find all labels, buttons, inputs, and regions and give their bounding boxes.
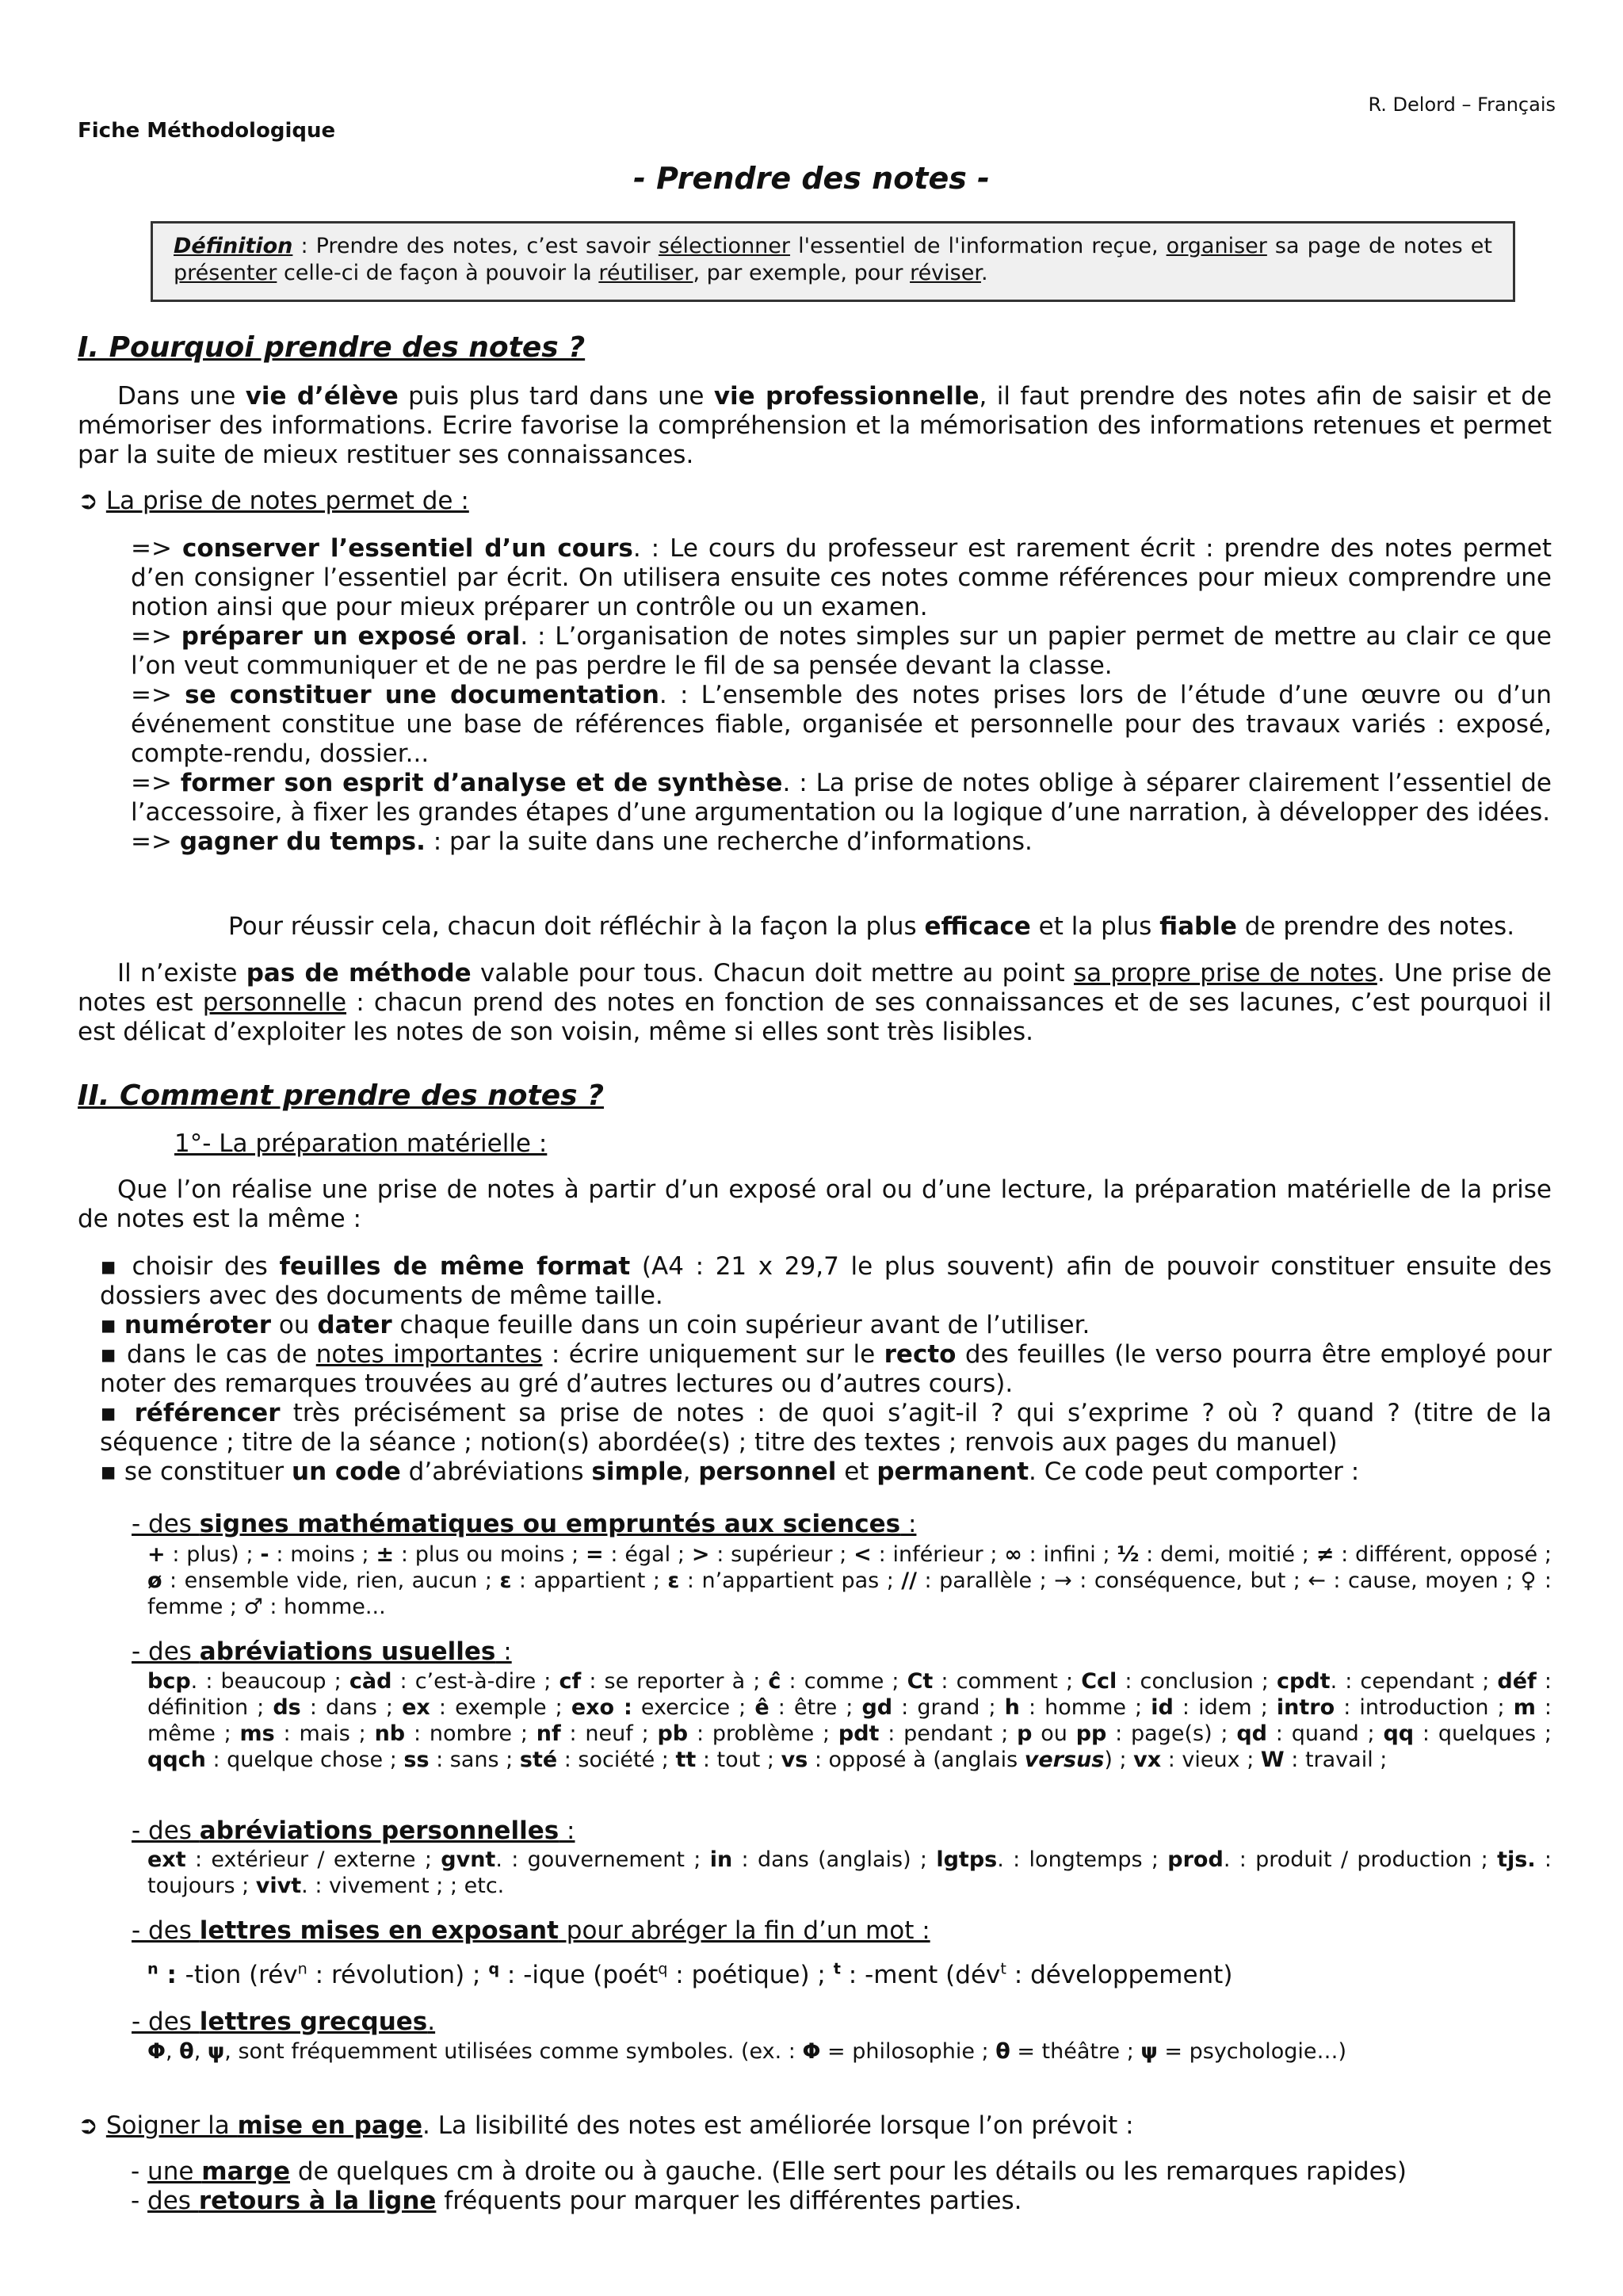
abbrev-key: gvnt — [441, 1847, 496, 1872]
text: . : L’organisation de notes simples sur un papier permet de mettre au clair ce que l’on veut communiquer et de ne pas perdre le fil de sa pensée devant la classe. — [131, 622, 1552, 680]
methode-paragraph — [78, 959, 1552, 1047]
abbrev-key: prod — [1167, 1847, 1224, 1872]
abbrev-value: : neuf ; — [560, 1721, 658, 1746]
abbrev-value: . : cependant ; — [1330, 1669, 1498, 1694]
text: choisir des — [120, 1252, 280, 1281]
abbrev-key: ĉ — [768, 1669, 781, 1694]
text: d’abréviations — [400, 1457, 592, 1486]
bullet-icon: ▪ — [100, 1399, 122, 1427]
text: = psychologie…) — [1157, 2039, 1347, 2064]
doc-type: Fiche Méthodologique — [78, 119, 336, 143]
keyword: organiser — [1166, 234, 1267, 258]
keyword: notes importantes — [315, 1340, 543, 1369]
abbrev-value: → : conséquence, but ; ← : cause, moyen ; ♀ : femme ; ♂ : homme... — [147, 1568, 1552, 1619]
phi-symbol: Φ — [147, 2039, 166, 2064]
abbrev-key: ∞ — [1004, 1542, 1022, 1567]
abbrev-value: : toujours ; — [147, 1847, 1552, 1898]
abbrev-key: tjs. — [1497, 1847, 1536, 1872]
abbrev-key: càd — [349, 1669, 392, 1694]
abbrev-value: : plus ou moins ; — [394, 1542, 586, 1567]
emphasis: se constituer une documentation — [185, 681, 659, 709]
abbrev-value: : conclusion ; — [1117, 1669, 1277, 1694]
superscript: t — [833, 1959, 841, 1978]
text: - des — [132, 1510, 200, 1538]
text: Dans une — [117, 382, 246, 411]
abbrev-value: : nombre ; — [405, 1721, 537, 1746]
perso-list — [147, 1847, 1552, 1899]
definition-label: Définition — [174, 234, 293, 258]
abbrev-value: : égal ; — [603, 1542, 692, 1567]
emphasis: pas de méthode — [246, 959, 472, 988]
abrev-list — [147, 1668, 1552, 1773]
expo-heading — [132, 1916, 930, 1945]
abbrev-value: : infini ; — [1022, 1542, 1117, 1567]
list-item — [100, 1457, 1552, 1487]
text: puis plus tard dans une — [398, 382, 714, 411]
abbrev-key: < — [854, 1542, 872, 1567]
abbrev-key: sté — [519, 1748, 558, 1772]
emphasis: simple — [591, 1457, 683, 1486]
abbrev-key: tt — [675, 1748, 697, 1772]
emphasis: lettres grecques — [199, 2008, 428, 2036]
emphasis: gagner du temps. — [179, 827, 426, 856]
abbrev-key: vivt — [255, 1874, 302, 1898]
abbrev-value: : page(s) ; — [1106, 1721, 1237, 1746]
text: => — [131, 534, 182, 563]
text: : chacun prend des notes en fonction de ses connaissances et de ses lacunes, c’est pourquoi il est délicat d’exploiter les notes de son voisin, même si elles sont très lisibles. — [78, 988, 1552, 1046]
abbrev-value: : définition ; — [147, 1669, 1552, 1720]
emphasis: référencer — [134, 1399, 281, 1427]
expo-examples — [147, 1961, 1232, 1989]
keyword: sélectionner — [658, 234, 791, 258]
abbrev-value: exercice ; — [632, 1695, 755, 1720]
emphasis: signes mathématiques ou empruntés aux sciences — [199, 1510, 901, 1538]
definition-box — [151, 221, 1515, 302]
text: de quelques cm à droite ou à gauche. (Elle sert pour les détails ou les remarques rapides) — [290, 2157, 1407, 2186]
abbrev-key: in — [709, 1847, 733, 1872]
permet-heading — [78, 487, 1552, 516]
emphasis: marge — [201, 2157, 291, 2186]
section1-intro — [78, 382, 1552, 470]
text: => — [131, 769, 181, 797]
abbrev-key: pp — [1075, 1721, 1107, 1746]
text: ou — [271, 1311, 318, 1339]
text: : poétique) ; — [667, 1961, 834, 1989]
text: l'essentiel de l'information reçue, — [790, 234, 1167, 258]
abbrev-value: : différent, opposé ; — [1334, 1542, 1552, 1567]
abbrev-key: > — [691, 1542, 710, 1567]
abbrev-value: : travail ; — [1284, 1748, 1388, 1772]
abbrev-key: = — [586, 1542, 604, 1567]
abbrev-value: : même ; — [147, 1695, 1552, 1746]
emphasis: efficace — [924, 912, 1031, 941]
text: => — [131, 827, 180, 856]
abbrev-value: : sans ; — [429, 1748, 520, 1772]
abbrev-key: h — [1004, 1695, 1020, 1720]
bullet-icon: ▪ — [100, 1457, 117, 1486]
abbrev-value: : ensemble vide, rien, aucun ; — [162, 1568, 500, 1593]
grec-heading — [132, 2008, 435, 2036]
abbrev-value: ou — [1032, 1721, 1076, 1746]
abbrev-key: ms — [239, 1721, 275, 1746]
text: des feuilles (le verso pourra être employé pour noter des remarques trouvées au gré d’autres lectures ou d’autres cours). — [100, 1340, 1552, 1398]
text: : -ment (dév — [840, 1961, 1001, 1989]
bullet-list — [100, 1252, 1552, 1487]
text: et la plus — [1030, 912, 1160, 941]
text: => — [131, 622, 181, 651]
superscript: n — [297, 1959, 307, 1978]
abbrev-key: intro — [1276, 1695, 1335, 1720]
abbrev-value: : dans (anglais) ; — [732, 1847, 937, 1872]
psi-symbol: ψ — [1140, 2039, 1158, 2064]
emphasis: conserver l’essentiel d’un cours — [181, 534, 633, 563]
abbrev-key: nb — [374, 1721, 406, 1746]
text: : Prendre des notes, c’est savoir — [292, 234, 659, 258]
abbrev-value: . : vivement ; ; etc. — [301, 1874, 505, 1898]
superscript: n — [147, 1959, 158, 1978]
emphasis: dater — [317, 1311, 392, 1339]
text: et — [836, 1457, 877, 1486]
keyword: réviser — [910, 261, 981, 285]
abbrev-value: : idem ; — [1173, 1695, 1277, 1720]
list-item — [100, 1252, 1552, 1311]
subsection-title: 1°- La préparation matérielle : — [174, 1129, 548, 1158]
mise-en-page-heading — [78, 2111, 1552, 2141]
text: . : Le cours du professeur est rarement écrit : prendre des notes permet d’en consigner l’essentiel par écrit. On utilisera ensuite ces notes comme références pour mieux comprendre une notion ainsi que pour mieux préparer un contrôle ou un examen. — [131, 534, 1552, 621]
text: sa page de notes et — [1266, 234, 1492, 258]
text: : révolution) ; — [307, 1961, 489, 1989]
abbrev-key: cf — [559, 1669, 582, 1694]
abbrev-value: : mais ; — [274, 1721, 375, 1746]
text: Soigner la — [105, 2111, 238, 2140]
abbrev-key: gd — [861, 1695, 893, 1720]
abbrev-key: ≠ — [1316, 1542, 1335, 1567]
abbrev-value: : problème ; — [688, 1721, 838, 1746]
abbrev-value: . : gouvernement ; — [495, 1847, 710, 1872]
abbrev-key: pdt — [838, 1721, 880, 1746]
abbrev-key: W — [1260, 1748, 1285, 1772]
page-title: - Prendre des notes - — [633, 161, 990, 196]
text: - — [131, 2187, 148, 2215]
text: -tion (rév — [185, 1961, 298, 1989]
emphasis: mise en page — [237, 2111, 422, 2140]
text: Pour réussir cela, chacun doit réfléchir à la façon la plus — [228, 912, 925, 941]
emphasis: retours à la ligne — [198, 2187, 437, 2215]
abbrev-value: : quand ; — [1266, 1721, 1384, 1746]
text: - des — [132, 1916, 200, 1945]
abbrev-value: : grand ; — [892, 1695, 1005, 1720]
abbrev-value: : comme ; — [781, 1669, 907, 1694]
abbrev-value: : appartient ; — [511, 1568, 668, 1593]
emphasis: former son esprit d’analyse et de synthèse — [180, 769, 783, 797]
abbrev-key: + — [147, 1542, 166, 1567]
text: pour abréger la fin d’un mot : — [558, 1916, 930, 1945]
abbrev-key: ê — [754, 1695, 769, 1720]
abbrev-key: ex — [402, 1695, 430, 1720]
abbrev-value: : supérieur ; — [709, 1542, 854, 1567]
abbrev-value: : demi, moitié ; — [1139, 1542, 1316, 1567]
abbrev-key: // — [901, 1568, 918, 1593]
abbrev-key: id — [1151, 1695, 1174, 1720]
reussir-line — [78, 912, 1552, 942]
text: fréquents pour marquer les différentes parties. — [436, 2187, 1022, 2215]
theta-symbol: θ — [179, 2039, 194, 2064]
abbrev-key: ds — [273, 1695, 301, 1720]
text: des — [147, 2187, 199, 2215]
abbrev-value: : tout ; — [696, 1748, 781, 1772]
text: de prendre des notes. — [1236, 912, 1515, 941]
emphasis: vie d’élève — [245, 382, 399, 411]
section2-title: II. Comment prendre des notes ? — [78, 1079, 604, 1112]
abbrev-value: : introduction ; — [1335, 1695, 1514, 1720]
emphasis: abréviations usuelles — [199, 1637, 496, 1666]
text: = philosophie ; — [820, 2039, 996, 2064]
keyword: personnelle — [202, 988, 347, 1017]
abbrev-key: ø — [147, 1568, 162, 1593]
abbrev-value: : être ; — [769, 1695, 862, 1720]
text: très précisément sa prise de notes : de quoi s’agit-il ? qui s’exprime ? où ? quand ? (titre de la séquence ; titre de la séance ; notion(s) abordée(s) ; titre des textes ; renvois aux pages du manuel) — [100, 1399, 1552, 1457]
abbrev-key: ss — [403, 1748, 430, 1772]
superscript: q — [658, 1959, 668, 1978]
abbrev-key: ext — [147, 1847, 186, 1872]
abbrev-key: ± — [376, 1542, 395, 1567]
abbrev-value: : quelque chose ; — [205, 1748, 404, 1772]
text: . La lisibilité des notes est améliorée lorsque l’on prévoit : — [422, 2111, 1134, 2140]
abbrev-value: : n’appartient pas ; — [679, 1568, 902, 1593]
abbrev-value: : vieux ; — [1161, 1748, 1261, 1772]
abbrev-value: : parallèle ; — [917, 1568, 1055, 1593]
phi-symbol: Φ — [802, 2039, 821, 2064]
text: chaque feuille dans un coin supérieur avant de l’utiliser. — [391, 1311, 1090, 1339]
list-item — [131, 769, 1552, 827]
abbrev-key: qd — [1236, 1721, 1267, 1746]
abbrev-value: ) ; — [1104, 1748, 1134, 1772]
abbrev-value: . : beaucoup ; — [190, 1669, 349, 1694]
text: - des — [132, 1637, 200, 1666]
abbrev-key: cpdt — [1276, 1669, 1331, 1694]
abbrev-value: : société ; — [557, 1748, 676, 1772]
text: . : La prise de notes oblige à séparer clairement l’essentiel de l’accessoire, à fixer les grandes étapes d’une argumentation ou la logique d’une narration, à développer des idées. — [131, 769, 1552, 827]
abbrev-value: : comment ; — [933, 1669, 1082, 1694]
arrow-icon: ➲ — [78, 487, 98, 515]
text: , par exemple, pour — [693, 261, 911, 285]
emphasis: feuilles de même format — [279, 1252, 631, 1281]
keyword: réutiliser — [598, 261, 693, 285]
text: . Une prise de notes est — [78, 959, 1552, 1017]
abbrev-value: : moins ; — [269, 1542, 376, 1567]
text: , sont fréquemment utilisées comme symboles. (ex. : — [224, 2039, 803, 2064]
abbrev-key: déf — [1497, 1669, 1537, 1694]
author: R. Delord – Français — [1368, 94, 1556, 116]
abbrev-value: : quelques ; — [1414, 1721, 1552, 1746]
abbrev-value: : pendant ; — [879, 1721, 1018, 1746]
abbrev-value: : extérieur / externe ; — [185, 1847, 441, 1872]
emphasis: lettres mises en exposant — [199, 1916, 559, 1945]
superscript: q — [488, 1959, 500, 1978]
text: . — [980, 261, 988, 285]
section2-intro: Que l’on réalise une prise de notes à partir d’un exposé oral ou d’une lecture, la préparation matérielle de la prise de notes est la même : — [78, 1175, 1552, 1233]
abbrev-key: Ccl — [1081, 1669, 1117, 1694]
list-item — [131, 827, 1552, 857]
text: : — [158, 1961, 185, 1989]
keyword: présenter — [174, 261, 277, 285]
text: : écrire uniquement sur le — [542, 1340, 884, 1369]
abbrev-value: : exemple ; — [430, 1695, 571, 1720]
abbrev-key: bcp — [147, 1669, 191, 1694]
text: se constituer — [116, 1457, 292, 1486]
abbrev-key: qq — [1383, 1721, 1415, 1746]
abbrev-key: ε — [499, 1568, 512, 1593]
text: : développement) — [1006, 1961, 1233, 1989]
abbrev-key: p — [1017, 1721, 1033, 1746]
emphasis: numéroter — [124, 1311, 272, 1339]
bullet-icon: ▪ — [100, 1252, 120, 1281]
text: valable pour tous. Chacun doit mettre au point — [471, 959, 1074, 988]
text: : — [900, 1510, 917, 1538]
emphasis: personnel — [698, 1457, 837, 1486]
text: , il faut prendre des notes afin de saisir et de mémoriser des informations. Ecrire favorise la compréhension et la mémorisation des informations retenues et permet par la suite de mieux restituer ses connaissances. — [78, 382, 1552, 469]
abbrev-value: : homme ; — [1019, 1695, 1151, 1720]
grec-examples: Φ, θ, ψ, sont fréquemment utilisées comme symboles. (ex. : Φ = philosophie ; θ = théâtre ; ψ = psychologie…) — [147, 2039, 1347, 2064]
abbrev-value: : dans ; — [300, 1695, 403, 1720]
emphasis: préparer un exposé oral — [181, 622, 521, 651]
list-item — [100, 1340, 1552, 1399]
abbrev-value: . : produit / production ; — [1223, 1847, 1498, 1872]
list-item — [131, 622, 1552, 681]
text: = théâtre ; — [1010, 2039, 1141, 2064]
signes-heading — [132, 1510, 916, 1538]
abbrev-key: - — [260, 1542, 269, 1567]
abbrev-key: nf — [536, 1721, 561, 1746]
text: Il n’existe — [117, 959, 246, 988]
emphasis: permanent — [876, 1457, 1029, 1486]
emphasis: fiable — [1159, 912, 1237, 941]
abbrev-value: : c’est-à-dire ; — [391, 1669, 559, 1694]
bullet-icon: ▪ — [100, 1311, 117, 1339]
psi-symbol: ψ — [207, 2039, 225, 2064]
theta-symbol: θ — [995, 2039, 1010, 2064]
abbrev-key: pb — [657, 1721, 689, 1746]
text: . — [427, 2008, 436, 2036]
abbrev-key: vs — [781, 1748, 808, 1772]
abbrev-key: qqch — [147, 1748, 206, 1772]
list-item — [100, 1311, 1552, 1340]
abbrev-key: versus — [1024, 1748, 1105, 1772]
text: - des — [132, 2008, 200, 2036]
text: : -ique (poét — [499, 1961, 659, 1989]
abbrev-value: : inférieur ; — [871, 1542, 1005, 1567]
list-item — [131, 2187, 1552, 2216]
text: - — [131, 2157, 148, 2186]
signes-list — [147, 1541, 1552, 1620]
text: - des — [132, 1817, 200, 1845]
text: celle-ci de façon à pouvoir la — [277, 261, 599, 285]
abrev-heading — [132, 1637, 512, 1666]
emphasis: abréviations personnelles — [199, 1817, 559, 1845]
text: . : L’ensemble des notes prises lors de l’étude d’une œuvre ou d’un événement constitue une base de références fiable, organisée et personnelle pour des travaux variés : exposé, compte-rendu, dossier... — [131, 681, 1552, 768]
keyword: sa propre prise de notes — [1073, 959, 1377, 988]
text: : — [495, 1637, 512, 1666]
text: , — [682, 1457, 699, 1486]
text: (A4 : 21 x 29,7 le plus souvent) afin de pouvoir constituer ensuite des dossiers avec des documents de même taille. — [100, 1252, 1552, 1310]
superscript: t — [1000, 1959, 1006, 1978]
text: : par la suite dans une recherche d’informations. — [425, 827, 1033, 856]
emphasis: un code — [292, 1457, 401, 1486]
abbrev-value: : se reporter à ; — [581, 1669, 769, 1694]
section1-title: I. Pourquoi prendre des notes ? — [78, 331, 586, 364]
permet-label: La prise de notes permet de : — [105, 487, 469, 515]
abbrev-key: ½ — [1117, 1542, 1140, 1567]
text: => — [131, 681, 185, 709]
abbrev-key: ɛ — [667, 1568, 680, 1593]
bullet-icon: ▪ — [100, 1340, 118, 1369]
mise-en-page-list — [131, 2157, 1552, 2216]
list-item — [131, 681, 1552, 769]
abbrev-key: vx — [1133, 1748, 1162, 1772]
emphasis: recto — [884, 1340, 957, 1369]
abbrev-key: exo : — [571, 1695, 632, 1720]
list-item — [100, 1399, 1552, 1457]
emphasis: vie professionnelle — [713, 382, 980, 411]
text: : — [559, 1817, 575, 1845]
text: dans le cas de — [117, 1340, 316, 1369]
abbrev-value: : opposé à (anglais — [808, 1748, 1025, 1772]
abbrev-value: : plus) ; — [165, 1542, 261, 1567]
text: une — [147, 2157, 202, 2186]
perso-heading — [132, 1817, 575, 1845]
text: . Ce code peut comporter : — [1029, 1457, 1360, 1486]
abbrev-key: lgtps — [936, 1847, 998, 1872]
list-item — [131, 534, 1552, 622]
list-item — [131, 2157, 1552, 2187]
permet-list — [131, 534, 1552, 857]
abbrev-value: . : longtemps ; — [997, 1847, 1168, 1872]
arrow-icon: ➲ — [78, 2111, 98, 2140]
abbrev-key: m — [1513, 1695, 1536, 1720]
abbrev-key: Ct — [907, 1669, 934, 1694]
